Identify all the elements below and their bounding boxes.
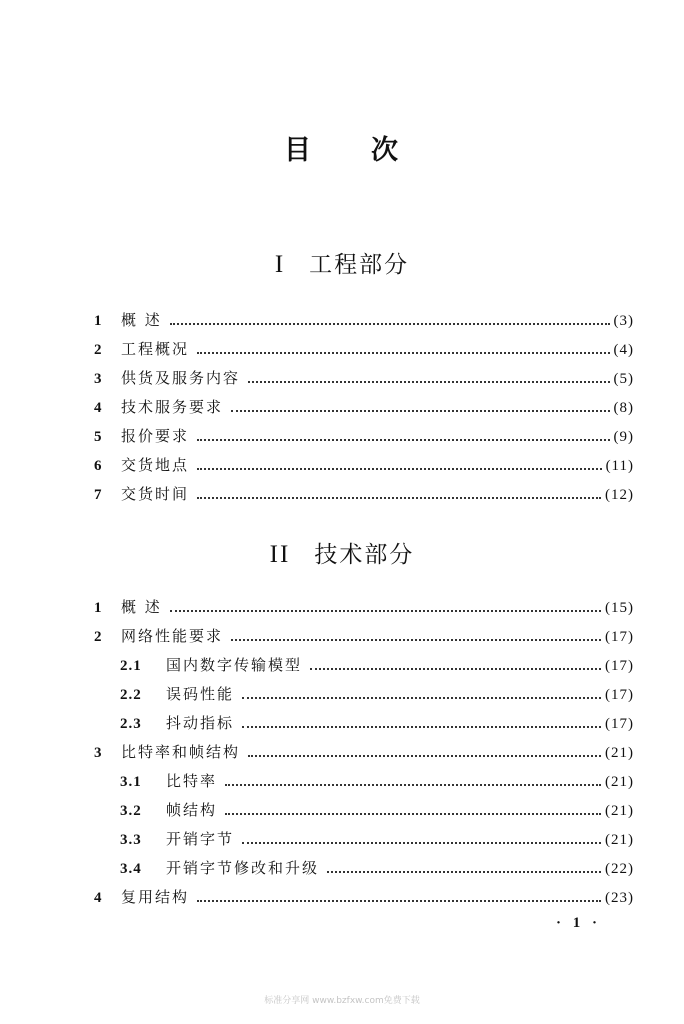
- toc-entry[interactable]: [94, 396, 634, 418]
- dot-leader: [197, 338, 609, 354]
- toc-subentry[interactable]: [120, 799, 634, 821]
- toc-entry-number: 2: [94, 342, 102, 358]
- toc-entry-label: 交货时间: [121, 485, 190, 503]
- toc-entry-number: 3: [94, 745, 102, 761]
- toc-subentry[interactable]: [120, 770, 634, 792]
- toc-entry-page: (17): [605, 658, 634, 674]
- part-2-heading: [0, 536, 684, 569]
- toc-entry-page: (17): [605, 687, 634, 703]
- dot-leader: [170, 596, 601, 612]
- toc-entry[interactable]: [94, 367, 634, 389]
- dot-leader: [225, 770, 601, 786]
- toc-entry-number: 1: [94, 600, 102, 616]
- part-1-title: 工程部分: [309, 252, 410, 278]
- toc-entry-label: 复用结构: [121, 888, 190, 906]
- dot-leader: [197, 483, 601, 499]
- part-1-numeral: I: [274, 251, 286, 278]
- dot-leader: [197, 886, 601, 902]
- toc-entry-page: (22): [605, 861, 634, 877]
- toc-entry-number: 3.4: [120, 861, 142, 877]
- toc-subentry[interactable]: [120, 857, 634, 879]
- toc-entry-number: 7: [94, 487, 102, 503]
- toc-entry-number: 2.3: [120, 716, 142, 732]
- dot-leader: [242, 683, 601, 699]
- toc-entry-label: 开销字节修改和升级: [166, 859, 320, 877]
- page-number: · 1 ·: [556, 915, 602, 931]
- toc-entry-number: 2.1: [120, 658, 142, 674]
- toc-subentry[interactable]: [120, 828, 634, 850]
- toc-title-char-2: 次: [371, 135, 400, 166]
- toc-entry[interactable]: [94, 596, 634, 618]
- toc-entry-number: 5: [94, 429, 102, 445]
- toc-entry-number: 6: [94, 458, 102, 474]
- toc-entry-label: 工程概况: [121, 340, 190, 358]
- toc-entry-label: 概 述: [121, 598, 162, 616]
- dot-leader: [248, 741, 601, 757]
- dot-leader: [242, 828, 601, 844]
- dot-leader: [310, 654, 601, 670]
- toc-entry-number: 2: [94, 629, 102, 645]
- toc-entry-label: 比特率: [166, 772, 218, 790]
- toc-entry-page: (9): [613, 429, 634, 445]
- dot-leader: [225, 799, 601, 815]
- toc-subentry[interactable]: [120, 712, 634, 734]
- toc-entry-label: 帧结构: [166, 801, 218, 819]
- toc-entry-page: (21): [605, 774, 634, 790]
- part-1-heading: [0, 246, 684, 279]
- toc-entry[interactable]: [94, 741, 634, 763]
- toc-entry-label: 交货地点: [121, 456, 190, 474]
- part-2-numeral: II: [269, 541, 291, 568]
- toc-subentry[interactable]: [120, 683, 634, 705]
- part-2-title: 技术部分: [314, 542, 415, 568]
- toc-entry-label: 比特率和帧结构: [121, 743, 241, 761]
- toc-entry[interactable]: [94, 483, 634, 505]
- toc-entry[interactable]: [94, 886, 634, 908]
- toc-entry[interactable]: [94, 425, 634, 447]
- toc-entry-number: 3.1: [120, 774, 142, 790]
- watermark-text: 标准分享网 www.bzfxw.com免费下载: [264, 996, 420, 1006]
- toc-entry[interactable]: [94, 625, 634, 647]
- toc-entry-label: 抖动指标: [166, 714, 235, 732]
- toc-entry-number: 3.2: [120, 803, 142, 819]
- toc-entry-label: 报价要求: [121, 427, 190, 445]
- toc-entry-label: 技术服务要求: [121, 398, 224, 416]
- toc-entry-label: 供货及服务内容: [121, 369, 241, 387]
- dot-leader: [197, 454, 602, 470]
- toc-entry-page: (12): [605, 487, 634, 503]
- toc-subentry[interactable]: [120, 654, 634, 676]
- dot-leader: [231, 625, 601, 641]
- toc-title: [0, 128, 684, 167]
- toc-entry-page: (21): [605, 745, 634, 761]
- dot-leader: [197, 425, 609, 441]
- toc-entry-page: (3): [613, 313, 634, 329]
- toc-entry-page: (11): [605, 458, 634, 474]
- toc-title-char-1: 目: [284, 135, 313, 166]
- toc-entry-number: 3.3: [120, 832, 142, 848]
- toc-entry[interactable]: [94, 309, 634, 331]
- toc-entry-page: (21): [605, 803, 634, 819]
- toc-entry-page: (15): [605, 600, 634, 616]
- toc-entry-label: 误码性能: [166, 685, 235, 703]
- toc-entry-page: (21): [605, 832, 634, 848]
- toc-entry[interactable]: [94, 454, 634, 476]
- dot-leader: [242, 712, 601, 728]
- toc-entry-number: 2.2: [120, 687, 142, 703]
- dot-leader: [231, 396, 609, 412]
- toc-entry-page: (8): [613, 400, 634, 416]
- toc-entry-number: 4: [94, 400, 102, 416]
- toc-entry-label: 国内数字传输模型: [166, 656, 303, 674]
- dot-leader: [248, 367, 609, 383]
- dot-leader: [327, 857, 601, 873]
- toc-entry[interactable]: [94, 338, 634, 360]
- toc-entry-page: (23): [605, 890, 634, 906]
- toc-entry-number: 1: [94, 313, 102, 329]
- toc-entry-page: (5): [613, 371, 634, 387]
- toc-entry-number: 3: [94, 371, 102, 387]
- dot-leader: [170, 309, 610, 325]
- toc-entry-page: (17): [605, 716, 634, 732]
- toc-entry-page: (4): [613, 342, 634, 358]
- toc-entry-number: 4: [94, 890, 102, 906]
- toc-entry-label: 开销字节: [166, 830, 235, 848]
- toc-entry-page: (17): [605, 629, 634, 645]
- toc-entry-label: 概 述: [121, 311, 162, 329]
- toc-entry-label: 网络性能要求: [121, 627, 224, 645]
